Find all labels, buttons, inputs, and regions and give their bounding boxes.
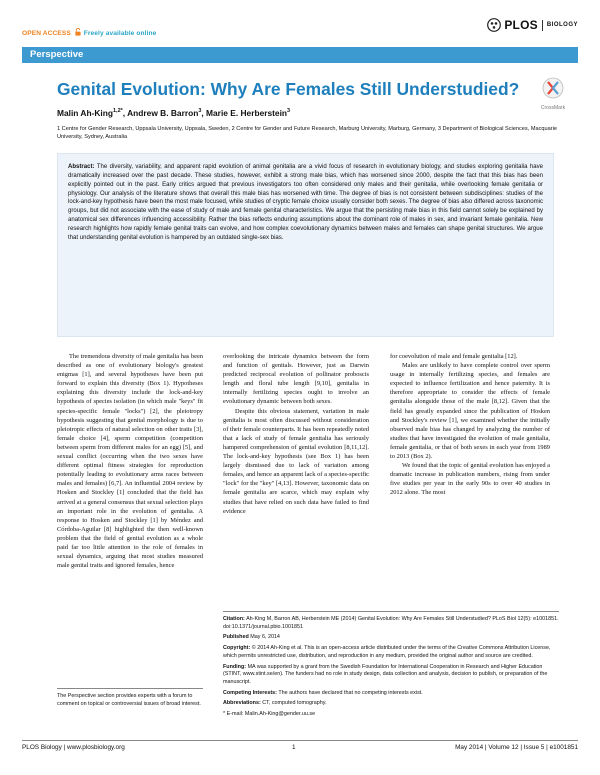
- body-paragraph: We found that the topic of genital evolution has enjoyed a dramatic increase in publication numbers, rising from under five studies per year in the early 90s to over 40 studies in 2012 alone. The most: [390, 462, 550, 497]
- body-paragraph: for coevolution of male and female genitalia [12].: [390, 353, 518, 360]
- body-paragraph: Despite this obvious statement, variation in male genitalia is most often discussed without consideration of their female counterparts. It has been repeatedly noted that a lack of study of female genitalia has seriously hampered comprehension of genital evolution [8,11,12]. The lock-and-key hypothesis (see Box 1) has been largely dismissed due to lack of variation among females, and hence an apparent lack of a species-specific "lock" for the "key" [4,13]. However, taxonomic data on female genitalia are scarce, which may explain why studies that have relied on such data have failed to find evidence: [223, 407, 369, 515]
- open-access-badge: [22, 28, 156, 37]
- correspondence-email[interactable]: * E-mail: Malin.Ah-King@gender.uu.se: [223, 711, 316, 718]
- body-column-1: [57, 352, 203, 570]
- page-number: 1: [292, 744, 296, 751]
- page-footer: [22, 740, 578, 751]
- author-list: [57, 108, 290, 118]
- abstract-label: Abstract:: [68, 164, 95, 170]
- author: Marie E. Herberstein$^3$: [206, 108, 291, 118]
- open-lock-icon: [75, 28, 81, 36]
- body-paragraph: overlooking the intricate dynamics between the form and function of genitals. However, just as Darwin predicted reciprocal evolution of pollinator proboscis length and floral tube length [9,10], genitalia in internally fertilizing species ought to involve an evolutionary dynamic between both sexes.: [223, 353, 369, 406]
- plos-logo-icon: [487, 18, 501, 32]
- author: Malin Ah-King$^{1,2*}$,: [57, 108, 128, 118]
- plos-logo: [487, 18, 578, 32]
- open-access-label: OPEN ACCESS: [22, 30, 71, 37]
- crossmark-icon: [540, 77, 566, 99]
- affiliations: 1 Centre for Gender Research, Uppsala University, Uppsala, Sweden, 2 Centre for Gender and Future Research, Marburg University, Marburg, Germany, 3 Department of Biological Sciences, Macquarie University, Sydney, Australia: [57, 126, 557, 141]
- article-title: Genital Evolution: Why Are Females Still Understudied?: [57, 79, 520, 99]
- publisher-name: PLOS: [504, 18, 538, 32]
- section-label: Perspective: [30, 49, 84, 60]
- article-metadata: [223, 611, 559, 722]
- funding: Funding: MA was supported by a grant from the Swedish Foundation for International Cooperation in Research and Higher Education (STINT, www.stint.se/en). The funders had no role in study design, data collection and analysis, decision to publish, or preparation of the manuscript.: [223, 663, 548, 685]
- perspective-note: The Perspective section provides experts with a forum to comment on topical or controversial issues of broad interest.: [57, 688, 203, 708]
- footer-issue: May 2014 | Volume 12 | Issue 5 | e1001851: [455, 744, 578, 751]
- published-date: Published May 6, 2014: [223, 634, 280, 641]
- crossmark-badge[interactable]: [538, 77, 568, 111]
- abbreviations: Abbreviations: CT, computed tomography.: [223, 700, 327, 707]
- body-column-3: [390, 352, 550, 498]
- body-paragraph: Males are unlikely to have complete control over sperm usage in internally fertilizing species, and females are expected to influence fertilization and hence paternity. It is therefore appropriate to consider the effects of female genitalia alongside those of the male [8,12]. Given that the field has greatly expanded since the publication of Hosken and Stockley's review [1], we examined whether the initially observed male bias has changed by analyzing the number of studies that have investigated the evolution of male genitalia, female genitalia, or that of both sexes in each year from 1989 to 2013 (Box 2).: [390, 362, 550, 461]
- journal-name: BIOLOGY: [546, 22, 578, 28]
- footer-journal[interactable]: PLOS Biology | www.plosbiology.org: [22, 744, 125, 751]
- crossmark-label: CrossMark: [540, 105, 566, 111]
- body-column-2: [223, 352, 369, 516]
- free-online-label: Freely available online: [83, 30, 157, 37]
- author: Andrew B. Barron$^3$,: [127, 108, 207, 118]
- abstract-text: The diversity, variability, and apparent rapid evolution of animal genitalia are a vivid focus of research in evolutionary biology, and studies exploring genitalia have dramatically increased over the past decade. These studies, however, exhibit a strong male bias, which has worsened since 2000, despite the fact that this bias has been explicitly pointed out in the past. Early critics argued that previous investigators too often considered only males and their genitalia, while overlooking female genitalia or physiology. Our analysis of the literature shows that overall this male bias has worsened with time. The degree of bias is not consistent between subdisciplines: studies of the lock-and-key hypothesis have been the most male focused, while studies of cryptic female choice usually consider both sexes. The degree of bias also differed across taxonomic groups, but did not associate with the ease of study of male and female genital characteristics. We argue that the persisting male bias in this field cannot solely be explained by anatomical sex differences influencing accessibility. Rather the bias reflects enduring assumptions about the dominant role of males in sex, and invariant female genitalia. New research highlights how rapidly female genital traits can evolve, and how complex coevolutionary dynamics between males and females can shape genital structures. We argue that understanding genital evolution is hampered by an outdated single-sex bias.: [68, 164, 543, 241]
- abstract-box: [57, 153, 554, 337]
- section-bar: [22, 47, 578, 63]
- logo-divider: [542, 20, 543, 31]
- copyright: Copyright: © 2014 Ah-King et al. This is an open-access article distributed under the terms of the Creative Commons Attribution License, which permits unrestricted use, distribution, and reproduction in any medium, provided the original author and source are credited.: [223, 645, 551, 659]
- competing-interests: Competing Interests: The authors have declared that no competing interests exist.: [223, 689, 423, 696]
- body-paragraph: The tremendous diversity of male genitalia has been described as one of evolutionary biology's greatest enigmas [1], and several hypotheses have been put forward to explain this diversity (Box 1). Hypotheses explaining this diversity include the lock-and-key hypothesis of species isolation (in which male "keys" fit species-specific female "locks") [2], the pleiotropy hypothesis suggesting that genital morphology is due to pleiotropic effects of natural selection on other traits [3], female choice [4], sperm competition (competition between sperm from different males for an egg) [5], and sexual conflict (occurring when the two sexes have different optimal fitness strategies for reproduction potentially leading to evolutionary arms races between males and females) [6,7]. An influential 2004 review by Hosken and Stockley [1] concluded that the field has arrived at a general consensus that sexual selection plays an important role in the evolution of genitalia. A response to Hosken and Stockley [1] by Méndez and Córdoba-Aguilar [8] highlighted the then well-known problem that the field of genital evolution as a whole paid far too little attention to the role of females in sexual dynamics, arguing that most studies measured male genital traits and ignored females, hence: [57, 353, 203, 570]
- citation: Citation: Ah-King M, Barron AB, Herberstein ME (2014) Genital Evolution: Why Are Females Still Understudied? PLoS Biol 12(5): e1001851. doi:10.1371/journal.pbio.1001851: [223, 616, 559, 630]
